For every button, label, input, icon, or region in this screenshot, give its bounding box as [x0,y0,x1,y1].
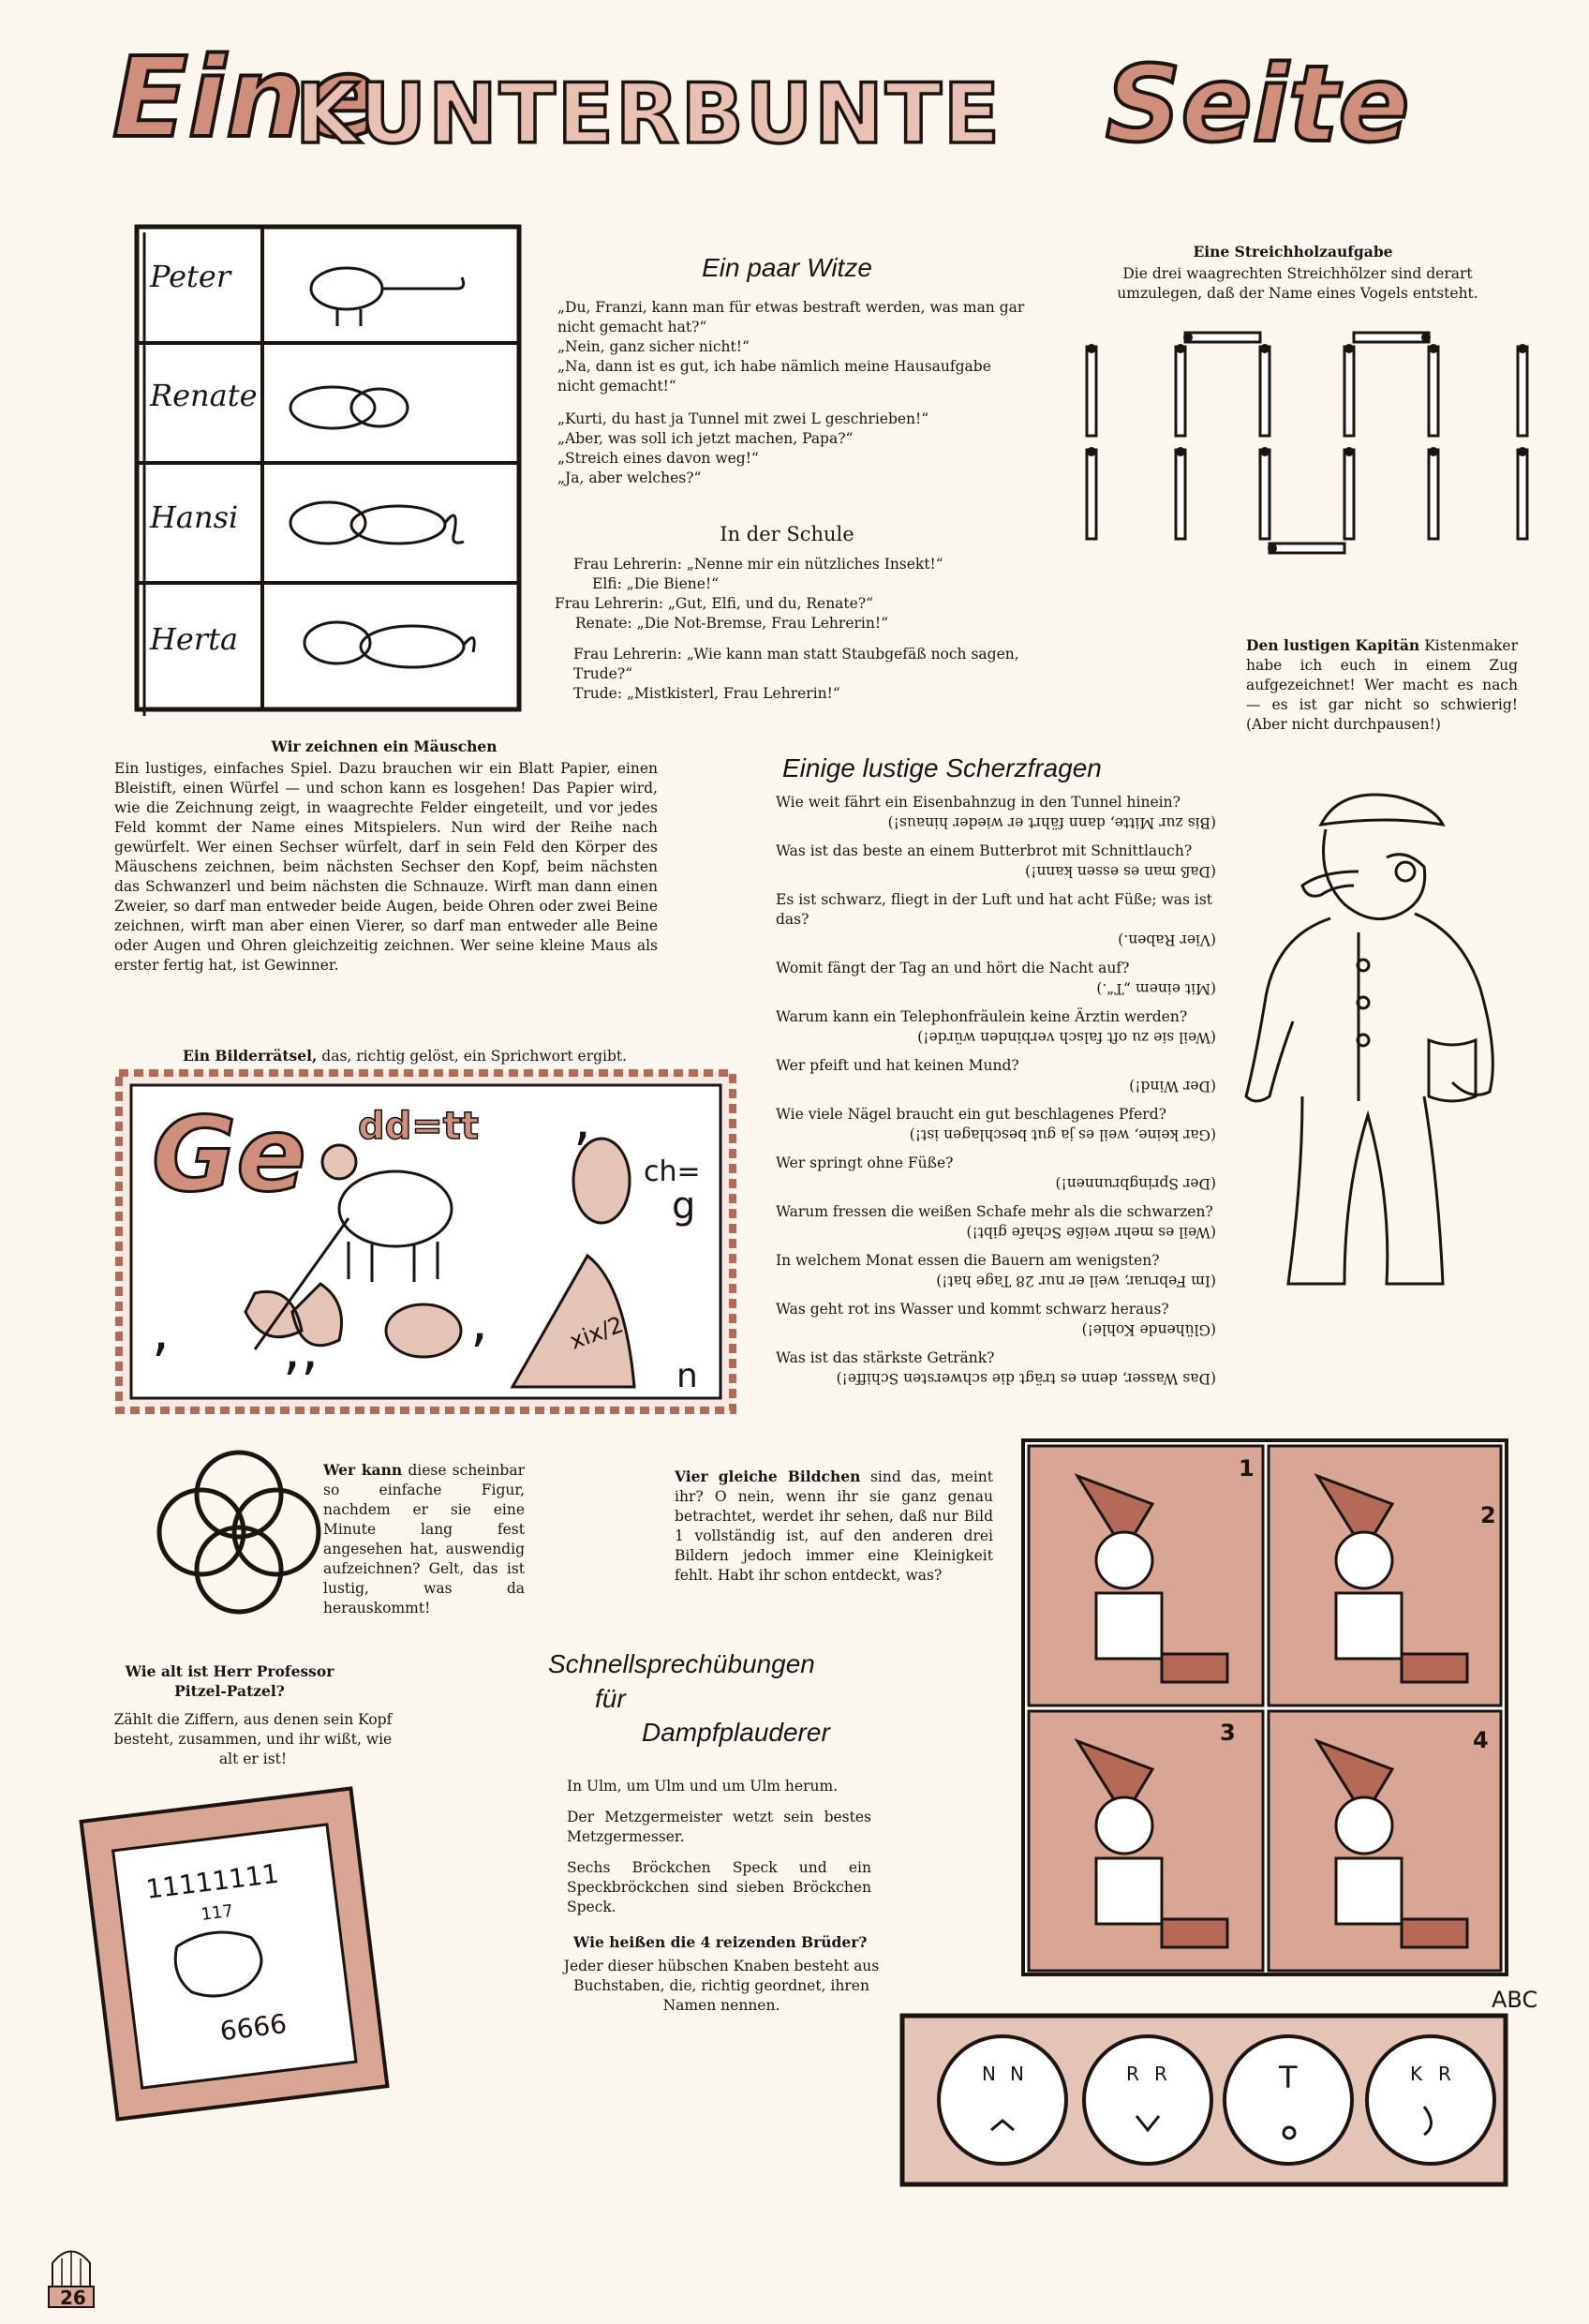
rebus-n: n [676,1357,698,1395]
player-name-2: Renate [150,378,258,413]
face-2-letter-left: R [1126,2063,1139,2085]
page-number: 26 [60,2287,86,2309]
joke-1-line-2: „Nein, ganz sicher nicht!“ [557,338,750,355]
brothers-text: Jeder dieser hübschen Knaben besteht aus Buchstaben, die, richtig geordnet, ihren Namen nennen. [563,1958,880,2014]
school-block [555,555,1023,704]
matches-puzzle [1068,328,1555,562]
player-name-1: Peter [150,259,231,294]
riddle-q-7: Wie viele Nägel braucht ein gut beschlagenes Pferd? [776,1106,1166,1123]
school-line-5: Frau Lehrerin: „Wie kann man statt Staubgefäß noch sagen, Trude?“ [573,646,1019,682]
svg-text:,: , [573,1087,592,1153]
riddle-q-9: Warum fressen die weißen Schafe mehr als die schwarzen? [776,1203,1213,1220]
picture-number-3: 3 [1220,1720,1236,1746]
captain-text: Kistenmaker habe ich euch in einem Zug aufgezeichnet! Wer macht es nach — es ist gar nicht so schwierig! (Aber nicht durchpausen!) [1246,637,1518,733]
riddle-q-12: Was ist das stärkste Getränk? [776,1349,995,1366]
joke-2-line-3: „Streich eines davon weg!“ [557,450,759,467]
riddles-list [776,793,1216,1388]
rebus-caption-rest: das, richtig gelöst, ein Sprichwort ergibt. [321,1048,628,1065]
face-1-letter-left: N [982,2063,996,2085]
professor-portrait [75,1780,394,2127]
school-title: In der Schule [720,523,854,545]
picture-number-2: 2 [1480,1502,1496,1528]
matches-title: Eine Streichholzaufgabe [1193,243,1393,261]
picture-number-4: 4 [1473,1727,1489,1753]
tongue-line-1: In Ulm, um Ulm und um Ulm herum. [567,1778,839,1795]
tongue-title-3: Dampfplauderer [642,1718,830,1747]
riddle-a-11: (Glühende Kohle!) [1081,1321,1216,1338]
riddle-q-2: Was ist das beste an einem Butterbrot mit Schnittlauch? [776,842,1193,859]
picture-number-1: 1 [1239,1455,1255,1482]
four-pictures-comic [1021,1438,1508,2001]
knot-text-block [323,1460,525,1618]
mouse-game-sheet [131,223,525,718]
rebus-ch-bottom: g [672,1184,696,1228]
riddle-a-4: (Mit einem „T“.) [1096,980,1216,997]
knot-text: diese scheinbar so einfache Figur, nachdem er sie eine Minute lang fest angesehen hat, auswendig aufzeichnen? Gelt, das ist lustig, was da herauskommt! [323,1462,525,1616]
svg-text:,: , [152,1298,171,1363]
school-line-3: Frau Lehrerin: „Gut, Elfi, und du, Renate?“ [555,595,874,612]
four-pictures-text-block [675,1467,993,1586]
professor-digits-bottom: 6666 [217,2007,289,2048]
rebus-fraction: xix/2 [566,1311,627,1355]
riddle-q-5: Warum kann ein Telephonfräulein keine Ärztin werden? [776,1008,1188,1025]
captain-drawing [1218,768,1527,1312]
joke-2-line-2: „Aber, was soll ich jetzt machen, Papa?“ [557,430,854,447]
svg-text:,,: ,, [283,1317,319,1382]
professor-title: Wie alt ist Herr Professor Pitzel-Patzel? [125,1662,334,1700]
riddle-a-3: (Vier Raben.) [1118,931,1216,948]
riddle-a-9: (Weil es mehr weiße Schafe gibt!) [966,1224,1216,1241]
professor-digits-top: 11111111 [143,1857,281,1905]
tongue-line-3: Sechs Bröckchen Speck und ein Speckbröckchen sind sieben Bröckchen Speck. [567,1859,871,1915]
school-line-6: Trude: „Mistkisterl, Frau Lehrerin!“ [573,685,840,702]
mouse-game-text: Ein lustiges, einfaches Spiel. Dazu brauchen wir ein Blatt Papier, einen Bleistift, einen Würfel — und schon kann es losgehen! Das Papier wird, wie die Zeichnung zeigt, in waagrechte Felder eingeteilt, und vor jedes Feld kommt der Name eines Mitspielers. Nun wird der Reihe nach gewürfelt. Wer einen Sechser würfelt, darf in sein Feld den Körper des Mäuschens zeichnen, beim nächsten Sechser den Kopf, beim nächsten das Schwanzerl und beim nächsten die Schnauze. Wirft man dann einen Zweier, so darf man entweder beide Augen, beide Ohren oder zwei Beine zeichnen, wirft man aber einen Vierer, so darf man entweder alle Beine oder Augen und Ohren gleichzeitig zeichnen. Wer seine kleine Maus als erster fertig hat, ist Gewinner. [114,760,658,974]
rebus-picture [114,1068,737,1415]
riddle-a-5: (Weil sie zu oft falsch verbinden würde!) [917,1029,1216,1046]
face-2-letter-right: R [1154,2063,1167,2085]
header-title [112,37,1518,159]
face-4-letter-left: K [1410,2063,1423,2085]
riddle-q-3: Es ist schwarz, fliegt in der Luft und hat acht Füße; was ist das? [776,891,1213,928]
riddle-a-2: (Daß man es essen kann!) [1025,863,1216,880]
riddle-q-1: Wie weit fährt ein Eisenbahnzug in den Tunnel hinein? [776,794,1181,811]
header-word-eine: Eine [112,37,380,159]
school-line-2: Elfi: „Die Biene!“ [592,575,720,592]
mouse-game-title: Wir zeichnen ein Mäuschen [271,737,497,755]
face-4-letter-right: R [1438,2063,1451,2085]
face-3-letter: T [1279,2060,1298,2095]
rebus-ge: Ge [152,1095,306,1214]
riddle-q-11: Was geht rot ins Wasser und kommt schwarz heraus? [776,1301,1169,1318]
svg-text:,: , [470,1289,489,1354]
tongue-lines [567,1777,871,1917]
header-word-kunterbunte: KUNTERBUNTE [295,66,1002,159]
jokes-block [557,298,1026,488]
riddle-a-8: (Der Springbrunnen!) [1055,1175,1216,1192]
school-line-4: Renate: „Die Not-Bremse, Frau Lehrerin!“ [575,615,888,632]
brothers-faces [899,2013,1508,2187]
knot-figure [150,1443,328,1621]
rebus-caption-lead: Ein Bilderrätsel, [183,1047,318,1065]
four-pictures-lead: Vier gleiche Bildchen [675,1467,861,1485]
abc-label: ABC [1492,1987,1538,2013]
joke-1-line-1: „Du, Franzi, kann man für etwas bestraft werden, was man gar nicht gemacht hat?“ [557,299,1025,335]
four-pictures-text: sind das, meint ihr? O nein, wenn ihr sie ganz genau betrachtet, werdet ihr sehen, daß nur Bild 1 vollständig ist, auf den anderen drei Bildern jedoch immer eine Kleinigkeit fehlt. Habt ihr schon entdeckt, was? [675,1468,993,1584]
professor-digits-small: 117 [200,1900,235,1925]
riddle-a-12: (Das Wasser, denn es trägt die schwersten Schiffe!) [836,1370,1216,1387]
tongue-title-1: Schnellsprechübungen [548,1649,815,1678]
riddle-a-10: (Im Februar, weil er nur 28 Tage hat!) [936,1273,1216,1289]
rebus-caption [183,1046,707,1066]
brothers-title: Wie heißen die 4 reizenden Brüder? [573,1933,868,1951]
rebus-dd: dd=tt [358,1105,480,1148]
riddle-q-6: Wer pfeift und hat keinen Mund? [776,1057,1019,1074]
face-1-letter-right: N [1010,2063,1024,2085]
tongue-line-2: Der Metzgermeister wetzt sein bestes Metzgermesser. [567,1809,871,1845]
joke-2-line-1: „Kurti, du hast ja Tunnel mit zwei L geschrieben!“ [557,410,929,427]
matches-text: Die drei waagrechten Streichhölzer sind derart umzulegen, daß der Name eines Vogels entsteht. [1117,265,1478,302]
riddle-a-1: (Bis zur Mitte, dann fährt er wieder hinaus!) [887,814,1216,831]
player-name-4: Herta [150,621,239,657]
school-line-1: Frau Lehrerin: „Nenne mir ein nützliches Insekt!“ [573,556,943,573]
riddle-a-6: (Der Wind!) [1129,1078,1216,1095]
riddles-title: Einige lustige Scherzfragen [782,753,1102,782]
joke-2-line-4: „Ja, aber welches?“ [557,469,702,486]
riddle-q-4: Womit fängt der Tag an und hört die Nacht auf? [776,960,1130,976]
captain-lead: Den lustigen Kapitän [1246,636,1420,654]
riddle-a-7: (Gar keine, weil es ja gut beschlagen ist!) [909,1126,1216,1143]
captain-text-block [1246,635,1518,735]
professor-text: Zählt die Ziffern, aus denen sein Kopf besteht, zusammen, und ihr wißt, wie alt er ist! [113,1711,393,1767]
player-name-3: Hansi [150,499,239,535]
riddle-q-10: In welchem Monat essen die Bauern am wenigsten? [776,1252,1160,1269]
knot-lead: Wer kann [323,1461,403,1479]
tongue-title-2: für [595,1684,626,1713]
rebus-ch-top: ch= [644,1155,701,1188]
joke-1-line-3: „Na, dann ist es gut, ich habe nämlich meine Hausaufgabe nicht gemacht!“ [557,358,991,395]
jokes-title: Ein paar Witze [702,253,872,282]
riddle-q-8: Wer springt ohne Füße? [776,1155,954,1171]
header-word-seite: Seite [1106,44,1410,159]
